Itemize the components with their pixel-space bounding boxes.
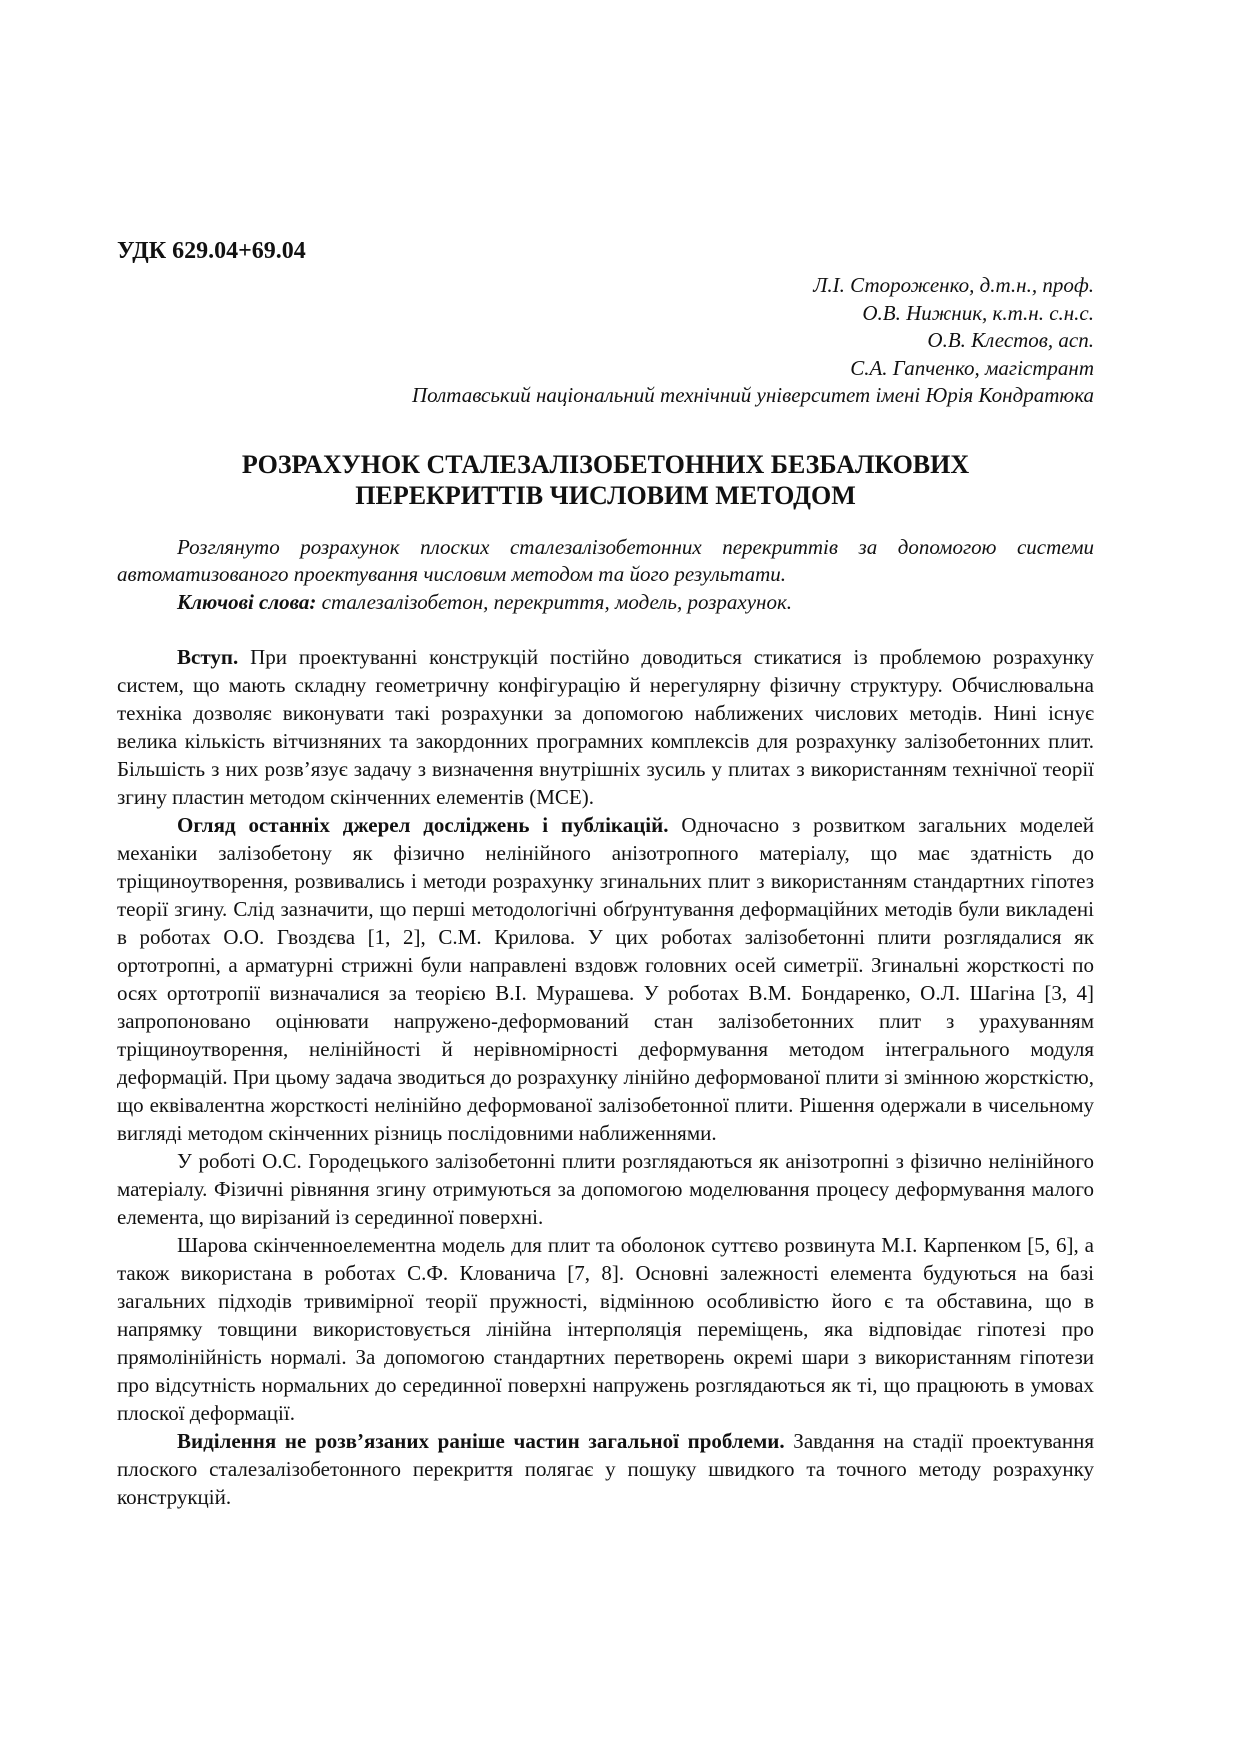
author-4: С.А. Гапченко, магістрант [850,355,1094,380]
paragraph-introduction [117,643,1094,811]
keywords [117,589,1094,617]
keywords-label: Ключові слова: [177,589,317,614]
paragraph-heading: Вступ. [177,645,239,669]
paragraph-problem-statement [117,1427,1094,1511]
paper-title [117,449,1094,511]
document-page [117,236,1094,1511]
udc-code: УДК 629.04+69.04 [117,238,306,264]
author-2: О.В. Нижник, к.т.н. с.н.с. [862,300,1094,325]
paragraph-literature-review [117,811,1094,1147]
paragraph-text: Одночасно з розвитком загальних моделей механіки залізобетону як фізично нелінійного анізотропного матеріалу, що має здатність до тріщиноутворення, розвивались і методи розрахунку згинальних плит з використанням стандартних гіпотез теорії згину. Слід зазначити, що перші методологічні обґрунтування деформаційних методів були викладені в роботах О.О. Гвоздєва [1, 2], С.М. Крилова. У цих роботах залізобетонні плити розглядалися як ортотропні, а арматурні стрижні були направлені вздовж головних осей симетрії. Згинальні жорсткості по осях ортотропії визначалися за теорією В.І. Мурашева. У роботах В.М. Бондаренко, О.Л. Шагіна [3, 4] запропоновано оцінювати напружено-деформований стан залізобетонних плит з урахуванням тріщиноутворення, нелінійності й нерівномірності деформування методом інтегрального модуля деформацій. При цьому задача зводиться до розрахунку лінійно деформованої плити зі змінною жорсткістю, що еквівалентна жорсткості нелінійно деформованої залізобетонної плити. Рішення одержали в чисельному вигляді методом скінченних різниць послідовними наближеннями. [117,813,1094,1145]
paragraph-text: При проектуванні конструкцій постійно доводиться стикатися із проблемою розрахунку систем, що мають складну геометричну конфігурацію й нерегулярну фізичну структуру. Обчислювальна техніка дозволяє виконувати такі розрахунки за допомогою наближених числових методів. Нині існує велика кількість вітчизняних та закордонних програмних комплексів для розрахунку залізобетонних плит. Більшість з них розв’язує задачу з визначення внутрішніх зусиль у плитах з використанням технічної теорії згину пластин методом скінченних елементів (МСЕ). [117,645,1094,809]
paragraph-gorodetsky [117,1147,1094,1231]
paragraph-heading: Огляд останніх джерел досліджень і публікацій. [177,813,669,837]
title-line-1: РОЗРАХУНОК СТАЛЕЗАЛІЗОБЕТОННИХ БЕЗБАЛКОВИХ [241,449,970,479]
keywords-text: сталезалізобетон, перекриття, модель, розрахунок. [316,589,793,614]
title-line-2: ПЕРЕКРИТТІВ ЧИСЛОВИМ МЕТОДОМ [355,480,856,510]
paragraph-layered-model [117,1231,1094,1427]
paragraph-text: Шарова скінченноелементна модель для плит та оболонок суттєво розвинута М.І. Карпенком [5, 6], а також використана в роботах С.Ф. Клованича [7, 8]. Основні залежності елемента будуються на базі загальних підходів тривимірної теорії пружності, відмінною особливістю його є та обставина, що в напрямку товщини використовується лінійна інтерполяція переміщень, яка відповідає гіпотезі про прямолінійність нормалі. За допомогою стандартних перетворень окремі шари з використанням гіпотези про відсутність нормальних до серединної поверхні напружень розглядаються як ті, що працюють в умовах плоскої деформації. [117,1233,1094,1425]
abstract: Розглянуто розрахунок плоских сталезалізобетонних перекриттів за допомогою системи автоматизованого проектування числовим методом та його результати. [117,534,1094,586]
paragraph-text: Завдання на стадії проектування плоского сталезалізобетонного перекриття полягає у пошуку швидкого та точного методу розрахунку конструкцій. [117,1429,1094,1509]
author-1: Л.І. Стороженко, д.т.н., проф. [813,273,1094,297]
affiliation: Полтавський національний технічний університет імені Юрія Кондратюка [411,383,1094,407]
authors-block [117,272,1094,410]
paragraph-text: У роботі О.С. Городецького залізобетонні плити розглядаються як анізотропні з фізично нелінійного матеріалу. Фізичні рівняння згину отримуються за допомогою моделювання процесу деформування малого елемента, що вирізаний із серединної поверхні. [117,1149,1094,1229]
paragraph-heading: Виділення не розв’язаних раніше частин загальної проблеми. [177,1429,785,1453]
author-3: О.В. Клестов, асп. [927,328,1094,352]
